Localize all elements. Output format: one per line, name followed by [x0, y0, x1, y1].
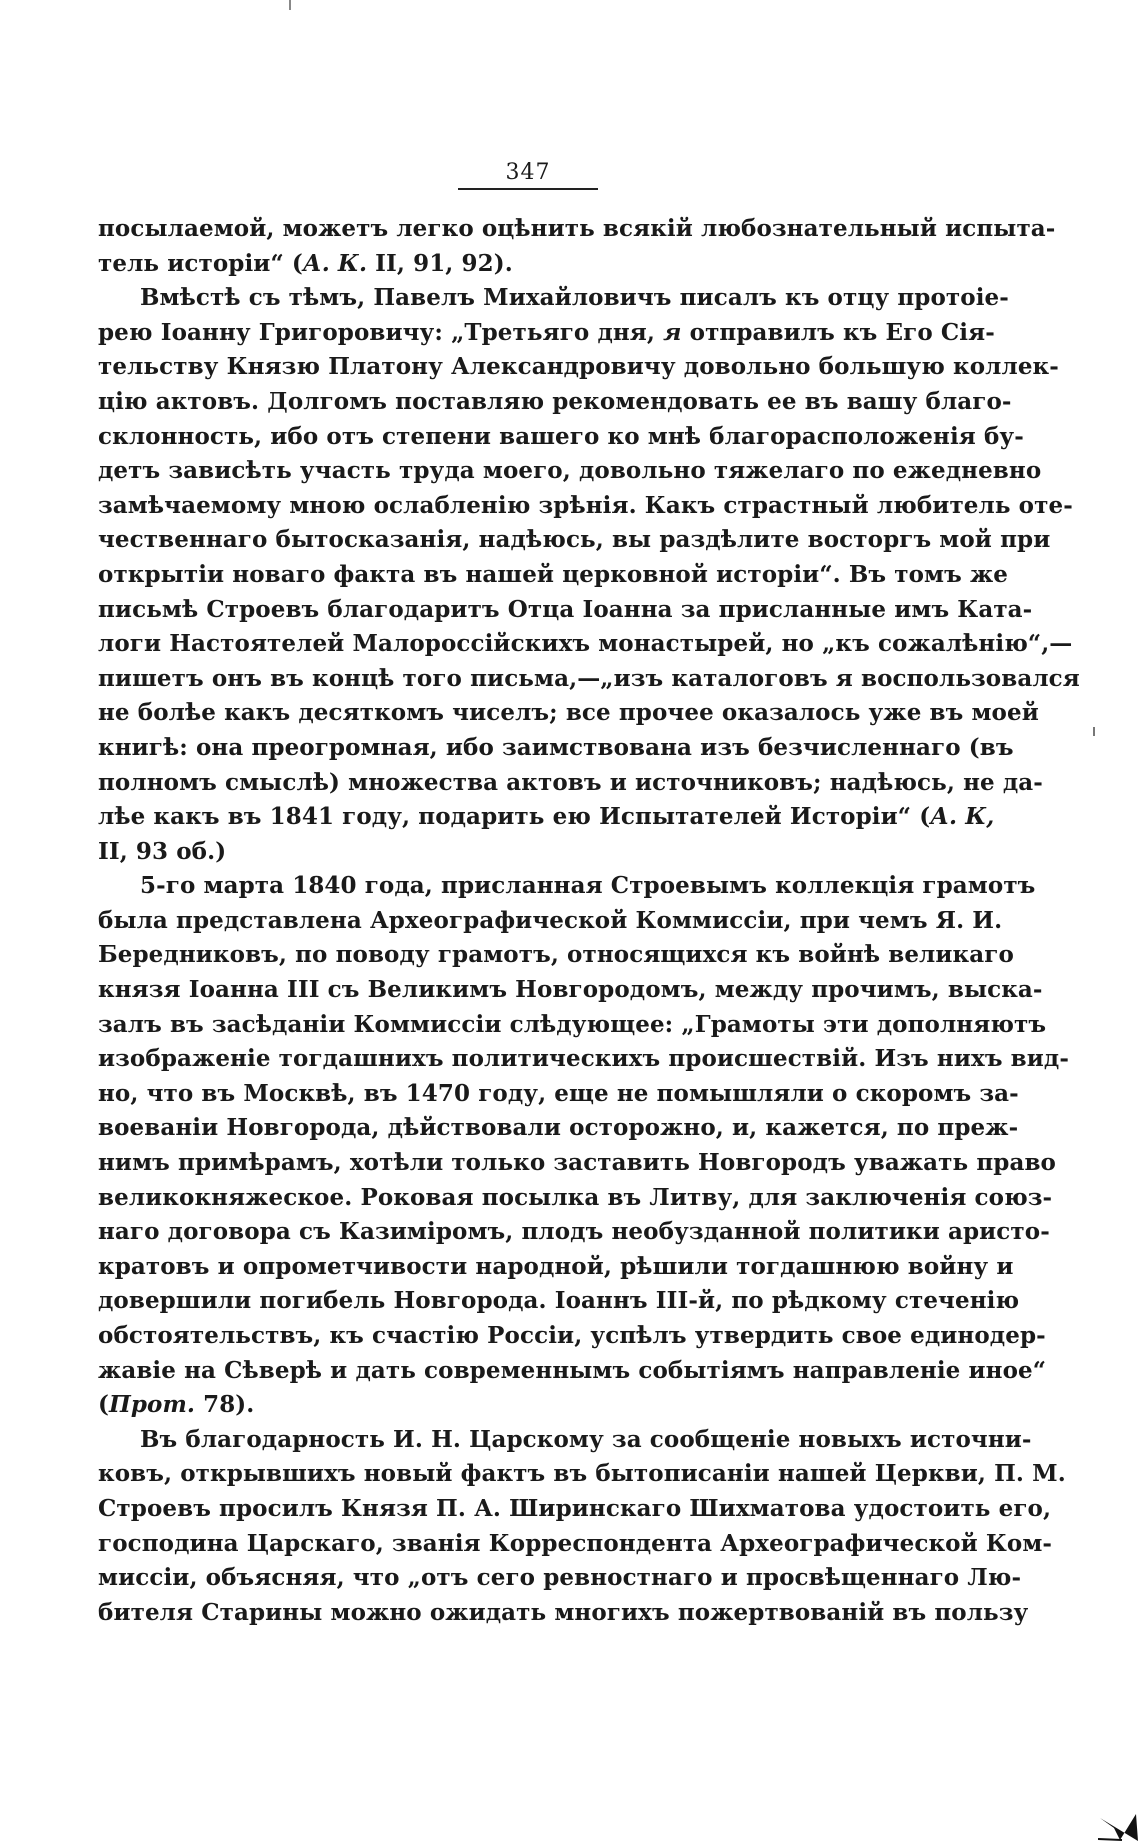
text-line — [98, 1008, 1047, 1043]
text-line — [98, 385, 1012, 420]
text-line — [98, 1250, 1014, 1285]
text-line — [98, 454, 1042, 489]
text-line — [98, 247, 958, 282]
text-segment: довершили погибель Новгорода. Іоаннъ III-й, по рѣдкому стеченію — [98, 1287, 1020, 1315]
text-segment: не болѣе какъ десяткомъ чиселъ; все прочее оказалось уже въ моей — [98, 699, 1039, 727]
text-segment: Бередниковъ, по поводу грамотъ, относящихся къ войнѣ великаго — [98, 941, 1014, 969]
text-line — [98, 1215, 1050, 1250]
text-line — [98, 1077, 1019, 1112]
text-segment: А. К, — [930, 803, 995, 831]
text-segment: воеваніи Новгорода, дѣйствовали осторожно, и, кажется, по преж- — [98, 1114, 1019, 1142]
text-segment: жавіе на Сѣверѣ и дать современнымъ событіямъ направленіе иное“ — [98, 1356, 1047, 1384]
scan-mark-top — [289, 0, 291, 10]
text-line — [98, 627, 1073, 662]
text-line — [98, 1596, 1029, 1631]
text-segment: я — [663, 318, 682, 346]
page-number-rule — [458, 188, 598, 190]
text-line — [98, 558, 1009, 593]
text-line — [98, 350, 1059, 385]
text-segment: кратовъ и опрометчивости народной, рѣшили тогдашнюю войну и — [98, 1252, 1014, 1280]
text-segment: изображеніе тогдашнихъ политическихъ происшествій. Изъ нихъ вид- — [98, 1045, 1069, 1073]
text-line — [98, 696, 1039, 731]
text-line — [98, 420, 1024, 455]
text-line — [98, 1146, 1056, 1181]
text-line — [98, 1423, 1032, 1458]
text-line — [98, 212, 1056, 247]
text-line — [98, 281, 1009, 316]
text-segment: ( — [98, 1391, 109, 1419]
text-segment: Въ благодарность И. Н. Царскому за сообщеніе новыхъ источни- — [140, 1425, 1032, 1453]
text-line — [98, 1042, 1069, 1077]
text-line — [98, 1111, 1019, 1146]
text-line — [98, 489, 1073, 524]
text-segment: II, 93 об.) — [98, 837, 227, 865]
text-segment: великокняжеское. Роковая посылка въ Литву, для заключенія союз- — [98, 1183, 1053, 1211]
text-segment: письмѣ Строевъ благодаритъ Отца Іоанна за присланные имъ Ката- — [98, 595, 1033, 623]
text-line — [98, 835, 958, 870]
text-segment: склонность, ибо отъ степени вашего ко мнѣ благорасположенія бу- — [98, 422, 1024, 450]
text-segment: господина Царскаго, званія Корреспондента Археографической Ком- — [98, 1529, 1053, 1557]
text-segment: пишетъ онъ въ концѣ того письма,—„изъ каталоговъ я воспользовался — [98, 664, 1080, 692]
text-segment: Я. И. — [935, 906, 1003, 934]
text-segment: открытіи новаго факта въ нашей церковной исторіи“. Въ томъ же — [98, 560, 1009, 588]
text-segment: Прот. — [108, 1391, 195, 1419]
text-segment: 78). — [194, 1391, 255, 1419]
text-segment: лѣе какъ въ 1841 году, подарить ею Испытателей Исторіи“ ( — [98, 803, 931, 831]
body-text — [98, 212, 1080, 1630]
text-line — [98, 869, 1036, 904]
text-segment: рею Іоанну Григоровичу: „Третьяго дня, — [98, 318, 664, 346]
scan-mark-right — [1093, 727, 1095, 736]
text-line — [98, 1319, 1046, 1354]
text-segment: чественнаго бытосказанія, надѣюсь, вы раздѣлите восторгъ мой при — [98, 526, 1051, 554]
text-line — [98, 593, 1033, 628]
text-segment: отправилъ къ Его Сія- — [681, 318, 995, 346]
text-line — [98, 731, 1014, 766]
text-segment: тельству Князю Платону Александровичу довольно большую коллек- — [98, 353, 1059, 381]
text-segment: князя Іоанна III съ Великимъ Новгородомъ, между прочимъ, выска- — [98, 976, 1043, 1004]
text-line — [98, 662, 1080, 697]
text-segment: обстоятельствъ, къ счастію Россіи, успѣлъ утвердить свое единодер- — [98, 1322, 1046, 1349]
text-line — [98, 904, 1003, 939]
page-corner-mark — [1098, 1778, 1140, 1841]
text-line — [98, 1492, 1052, 1527]
text-segment: Строевъ просилъ Князя П. А. Ширинскаго Шихматова удостоить его, — [98, 1494, 1052, 1522]
text-line — [98, 1284, 1020, 1319]
text-segment: логи Настоятелей Малороссійскихъ монастырей, но „къ сожалѣнію“,— — [98, 630, 1073, 658]
text-segment: II, 91, 92). — [367, 249, 513, 277]
text-segment: книгѣ: она преогромная, ибо заимствована изъ безчисленнаго (въ — [98, 733, 1014, 761]
text-line — [98, 1181, 1053, 1216]
text-segment: наго договора съ Казиміромъ, плодъ необузданной политики аристо- — [98, 1218, 1050, 1246]
text-segment: была представлена Археографической Коммиссіи, при чемъ — [98, 906, 936, 934]
text-line — [98, 1354, 1047, 1389]
text-segment: залъ въ засѣданіи Коммиссіи слѣдующее: „Грамоты эти дополняютъ — [98, 1010, 1047, 1038]
text-segment: ковъ, открывшихъ новый фактъ въ бытописаніи нашей Церкви, П. М. — [98, 1460, 1066, 1488]
text-segment: бителя Старины можно ожидать многихъ пожертвованій въ пользу — [98, 1598, 1029, 1626]
text-line — [98, 1388, 958, 1423]
text-segment: полномъ смыслѣ) множества актовъ и источниковъ; надѣюсь, не да- — [98, 768, 1043, 796]
text-segment: посылаемой, можетъ легко оцѣнить всякій любознательный испыта- — [98, 215, 1056, 242]
text-line — [98, 1527, 1053, 1562]
text-line — [98, 1561, 1022, 1596]
text-segment: А. К. — [302, 249, 368, 277]
text-segment: детъ зависѣть участь труда моего, довольно тяжелаго по ежедневно — [98, 457, 1042, 485]
text-segment: Вмѣстѣ съ тѣмъ, Павелъ Михайловичъ писалъ къ отцу протоіе- — [140, 284, 1009, 312]
text-line — [98, 316, 995, 351]
text-line — [98, 1457, 1066, 1492]
text-line — [98, 800, 995, 835]
text-segment: нимъ примѣрамъ, хотѣли только заставить Новгородъ уважать право — [98, 1149, 1056, 1177]
text-line — [98, 938, 1014, 973]
text-line — [98, 766, 1043, 801]
page-number: 347 — [505, 160, 551, 185]
text-segment: но, что въ Москвѣ, въ 1470 году, еще не помышляли о скоромъ за- — [98, 1079, 1019, 1107]
text-line — [98, 523, 1051, 558]
text-segment: 5-го марта 1840 года, присланная Строевымъ коллекція грамотъ — [140, 872, 1036, 900]
text-segment: миссіи, объясняя, что „отъ сего ревностнаго и просвѣщеннаго Лю- — [98, 1564, 1022, 1592]
text-segment: цію актовъ. Долгомъ поставляю рекомендовать ее въ вашу благо- — [98, 387, 1012, 415]
text-line — [98, 973, 1043, 1008]
text-segment: тель исторіи“ ( — [98, 249, 303, 277]
text-segment: замѣчаемому мною ослабленію зрѣнія. Какъ страстный любитель оте- — [98, 491, 1073, 519]
